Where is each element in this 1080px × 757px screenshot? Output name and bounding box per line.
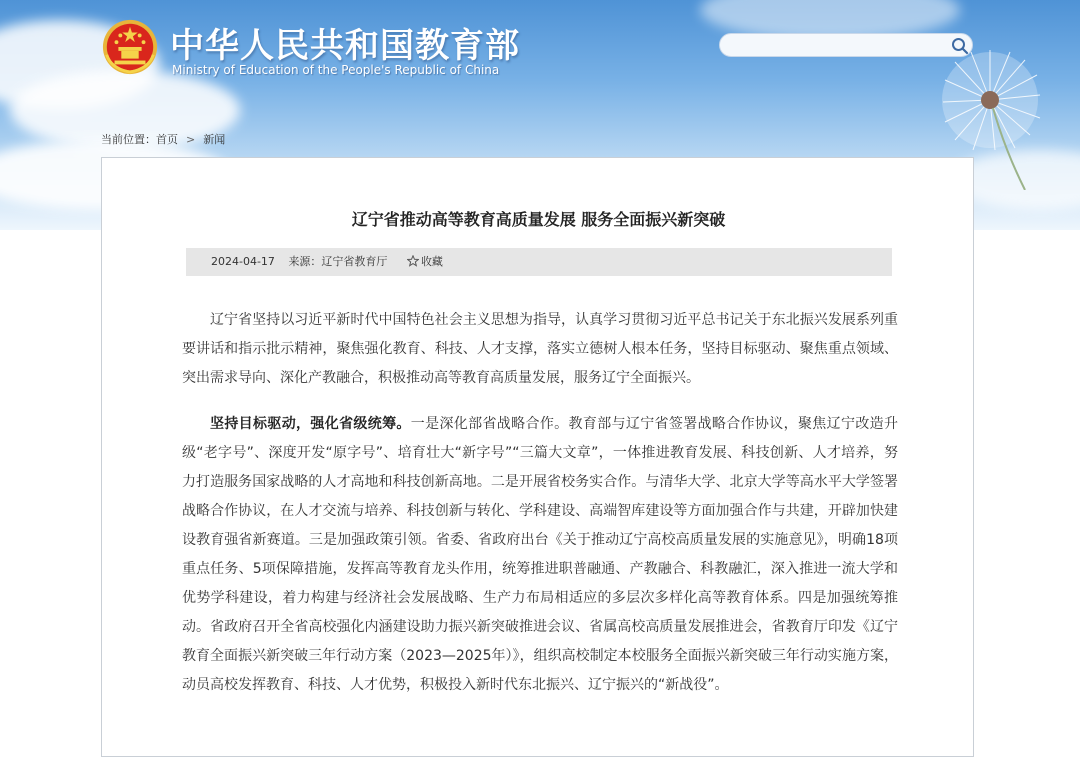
article-container [101, 157, 974, 757]
breadcrumb-home-link[interactable]: 首页 [156, 133, 178, 146]
article-paragraph [182, 410, 898, 700]
breadcrumb-label: 当前位置： [101, 133, 156, 146]
article-meta-bar [186, 248, 892, 276]
favorite-button[interactable] [407, 255, 443, 268]
article-paragraph: 辽宁省坚持以习近平新时代中国特色社会主义思想为指导，认真学习贯彻习近平总书记关于东北振兴发展系列重要讲话和指示批示精神，聚焦强化教育、科技、人才支撑，落实立德树人根本任务，坚持目标驱动、聚焦重点领域、突出需求导向、深化产教融合，积极推动高等教育高质量发展，服务辽宁全面振兴。 [182, 312, 898, 386]
article-date: 2024-04-17 [211, 255, 275, 268]
national-emblem-icon [101, 18, 159, 76]
article-title: 辽宁省推动高等教育高质量发展 服务全面振兴新突破 [351, 210, 726, 229]
site-subtitle: Ministry of Education of the People's Republic of China [172, 63, 500, 77]
favorite-label: 收藏 [420, 255, 443, 268]
article-source: 来源：辽宁省教育厅 [288, 255, 388, 268]
breadcrumb-separator: > [186, 133, 196, 146]
article-body [182, 306, 898, 717]
paragraph-lead-heading: 坚持目标驱动，强化省级统筹。 [210, 416, 411, 432]
breadcrumb-current-link[interactable]: 新闻 [203, 133, 226, 146]
breadcrumb [101, 131, 225, 147]
paragraph-text: 一是深化部省战略合作。教育部与辽宁省签署战略合作协议，聚焦辽宁改造升级“老字号”、深度开发“原字号”、培育壮大“新字号”“三篇大文章”，一体推进教育发展、科技创新、人才培养，努力打造服务国家战略的人才高地和科技创新高地。二是开展省校务实合作。与清华大学、北京大学等高水平大学签署战略合作协议，在人才交流与培养、科技创新与转化、学科建设、高端智库建设等方面加强合作与共建，开辟加快建设教育强省新赛道。三是加强政策引领。省委、省政府出台《关于推动辽宁高校高质量发展的实施意见》，明确18项重点任务、5项保障措施，发挥高等教育龙头作用，统筹推进职普融通、产教融合、科教融汇，深入推进一流大学和优势学科建设，着力构建与经济社会发展战略、生产力布局相适应的多层次多样化高等教育体系。四是加强统筹推动。省政府召开全省高校强化内涵建设助力振兴新突破推进会议、省属高校高质量发展推进会，省教育厅印发《辽宁教育全面振兴新突破三年行动方案（2023—2025年）》，组织高校制定本校服务全面振兴新突破三年行动实施方案，动员高校发挥教育、科技、人才优势，积极投入新时代东北振兴、辽宁振兴的“新战役”。 [182, 416, 898, 693]
site-title: 中华人民共和国教育部 [170, 26, 520, 66]
star-icon [407, 255, 419, 267]
site-header [0, 0, 1080, 130]
